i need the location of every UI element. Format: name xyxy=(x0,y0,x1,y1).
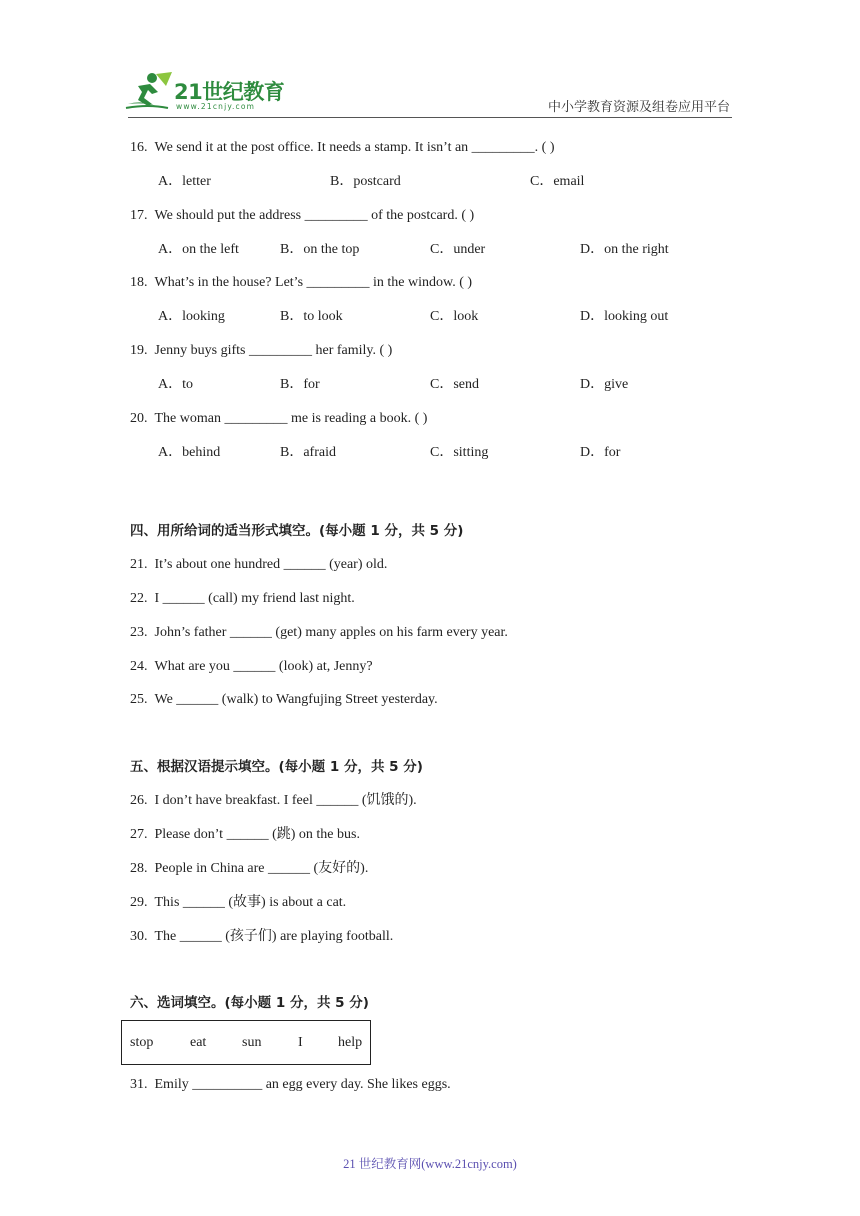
section-4-title: 四、用所给词的适当形式填空。(每小题 1 分，共 5 分) xyxy=(130,523,464,539)
page-footer: 21 世纪教育网(www.21cnjy.com) xyxy=(343,1157,517,1171)
q17-option-b: B．on the top xyxy=(280,242,360,257)
word-bank-item: I xyxy=(298,1035,303,1050)
logo-text: 21世纪教育 xyxy=(174,80,285,104)
q19-option-b: B．for xyxy=(280,377,320,392)
site-logo xyxy=(122,70,290,114)
word-bank-item: sun xyxy=(242,1035,262,1050)
question-22: 22. I ______ (call) my friend last night. xyxy=(130,591,355,606)
runner-logo-icon xyxy=(122,70,174,114)
question-31: 31. Emily __________ an egg every day. She likes eggs. xyxy=(130,1077,451,1092)
q16-option-b: B．postcard xyxy=(330,174,401,189)
q16-option-c: C．email xyxy=(530,174,585,189)
q20-option-a: A．behind xyxy=(158,445,221,460)
q18-option-d: D．looking out xyxy=(580,309,669,324)
question-28: 28. People in China are ______ (友好的). xyxy=(130,861,369,876)
question-19: 19. Jenny buys gifts _________ her family. ( ) xyxy=(130,343,393,358)
question-27: 27. Please don’t ______ (跳) on the bus. xyxy=(130,827,360,842)
q17-option-d: D．on the right xyxy=(580,242,669,257)
question-18: 18. What’s in the house? Let’s _________ in the window. ( ) xyxy=(130,275,473,290)
q20-option-c: C．sitting xyxy=(430,445,489,460)
word-bank-item: help xyxy=(338,1035,363,1050)
q17-option-c: C．under xyxy=(430,242,486,257)
question-16: 16. We send it at the post office. It needs a stamp. It isn’t an _________. ( ) xyxy=(130,140,555,155)
q18-option-c: C．look xyxy=(430,309,479,324)
word-bank-item: eat xyxy=(190,1035,207,1050)
logo-url: www.21cnjy.com xyxy=(176,102,256,111)
q19-option-d: D．give xyxy=(580,377,629,392)
section-5-title: 五、根据汉语提示填空。(每小题 1 分，共 5 分) xyxy=(130,759,423,775)
question-23: 23. John’s father ______ (get) many apples on his farm every year. xyxy=(130,625,508,640)
q20-option-b: B．afraid xyxy=(280,445,336,460)
q18-option-a: A．looking xyxy=(158,309,225,324)
q18-option-b: B．to look xyxy=(280,309,343,324)
q20-option-d: D．for xyxy=(580,445,621,460)
q19-option-a: A．to xyxy=(158,377,193,392)
q16-option-a: A．letter xyxy=(158,174,211,189)
question-29: 29. This ______ (故事) is about a cat. xyxy=(130,895,347,910)
section-6-title: 六、选词填空。(每小题 1 分，共 5 分) xyxy=(130,995,369,1011)
q19-option-c: C．send xyxy=(430,377,479,392)
question-25: 25. We ______ (walk) to Wangfujing Street yesterday. xyxy=(130,692,438,707)
question-21: 21. It’s about one hundred ______ (year) old. xyxy=(130,557,388,572)
q17-option-a: A．on the left xyxy=(158,242,239,257)
word-bank-box xyxy=(121,1020,371,1065)
question-17: 17. We should put the address _________ of the postcard. ( ) xyxy=(130,208,475,223)
question-30: 30. The ______ (孩子们) are playing football. xyxy=(130,929,394,944)
question-26: 26. I don’t have breakfast. I feel ______ (饥饿的). xyxy=(130,793,417,808)
header-divider xyxy=(128,117,732,118)
question-24: 24. What are you ______ (look) at, Jenny? xyxy=(130,659,373,674)
word-bank-item: stop xyxy=(130,1035,154,1050)
question-20: 20. The woman _________ me is reading a book. ( ) xyxy=(130,411,428,426)
header-platform-text: 中小学教育资源及组卷应用平台 xyxy=(547,100,730,115)
